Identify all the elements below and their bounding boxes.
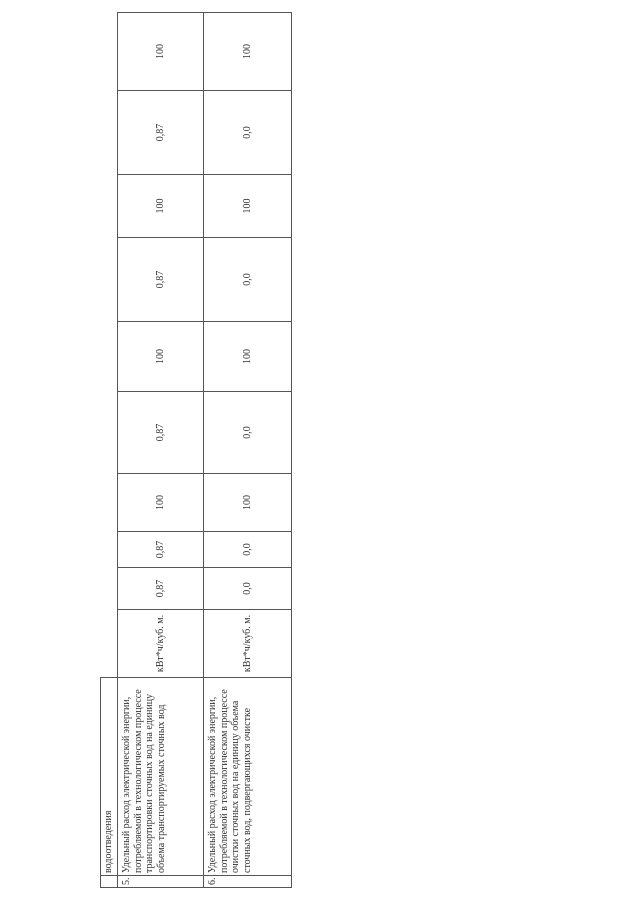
value-cell: 100 <box>118 474 204 532</box>
unit-cell: кВт*ч/куб. м. <box>118 610 204 678</box>
value-cell: 0,87 <box>118 91 204 175</box>
value-cell: 0,0 <box>204 568 292 610</box>
value-cell: 0,87 <box>118 238 204 322</box>
value-cell: 0,0 <box>204 238 292 322</box>
section-label: водоотведения <box>101 678 118 876</box>
indicator-name: Удельный расход электрической энергии, потребляемой в технологическом процессе транспортировки сточных вод на единицу объема транспортируемых сточных вод <box>118 678 204 876</box>
value-cell: 0,0 <box>204 532 292 568</box>
indicator-name: Удельный расход электрической энергии, потребляемой в технологическом процессе очистки сточных вод на единицу объема сточных вод, подвергающихся очистке <box>204 678 292 876</box>
value-cell: 0,87 <box>118 532 204 568</box>
section-num-cell <box>101 876 118 888</box>
row-number: 5. <box>118 876 204 888</box>
value-cell: 100 <box>118 322 204 392</box>
value-cell: 100 <box>204 12 292 90</box>
value-cell: 100 <box>204 175 292 238</box>
rotated-table-container <box>100 13 290 888</box>
value-cell: 0,87 <box>118 568 204 610</box>
row-number: 6. <box>204 876 292 888</box>
section-blank-cell <box>101 12 118 677</box>
value-cell: 100 <box>204 322 292 392</box>
table-row <box>118 12 204 887</box>
value-cell: 0,0 <box>204 91 292 175</box>
value-cell: 0,0 <box>204 392 292 474</box>
value-cell: 100 <box>204 474 292 532</box>
value-cell: 100 <box>118 175 204 238</box>
value-cell: 0,87 <box>118 392 204 474</box>
value-cell: 100 <box>118 12 204 90</box>
indicators-table <box>100 12 292 888</box>
unit-cell: кВт*ч/куб. м. <box>204 610 292 678</box>
section-header-row <box>101 12 118 887</box>
table-row <box>204 12 292 887</box>
